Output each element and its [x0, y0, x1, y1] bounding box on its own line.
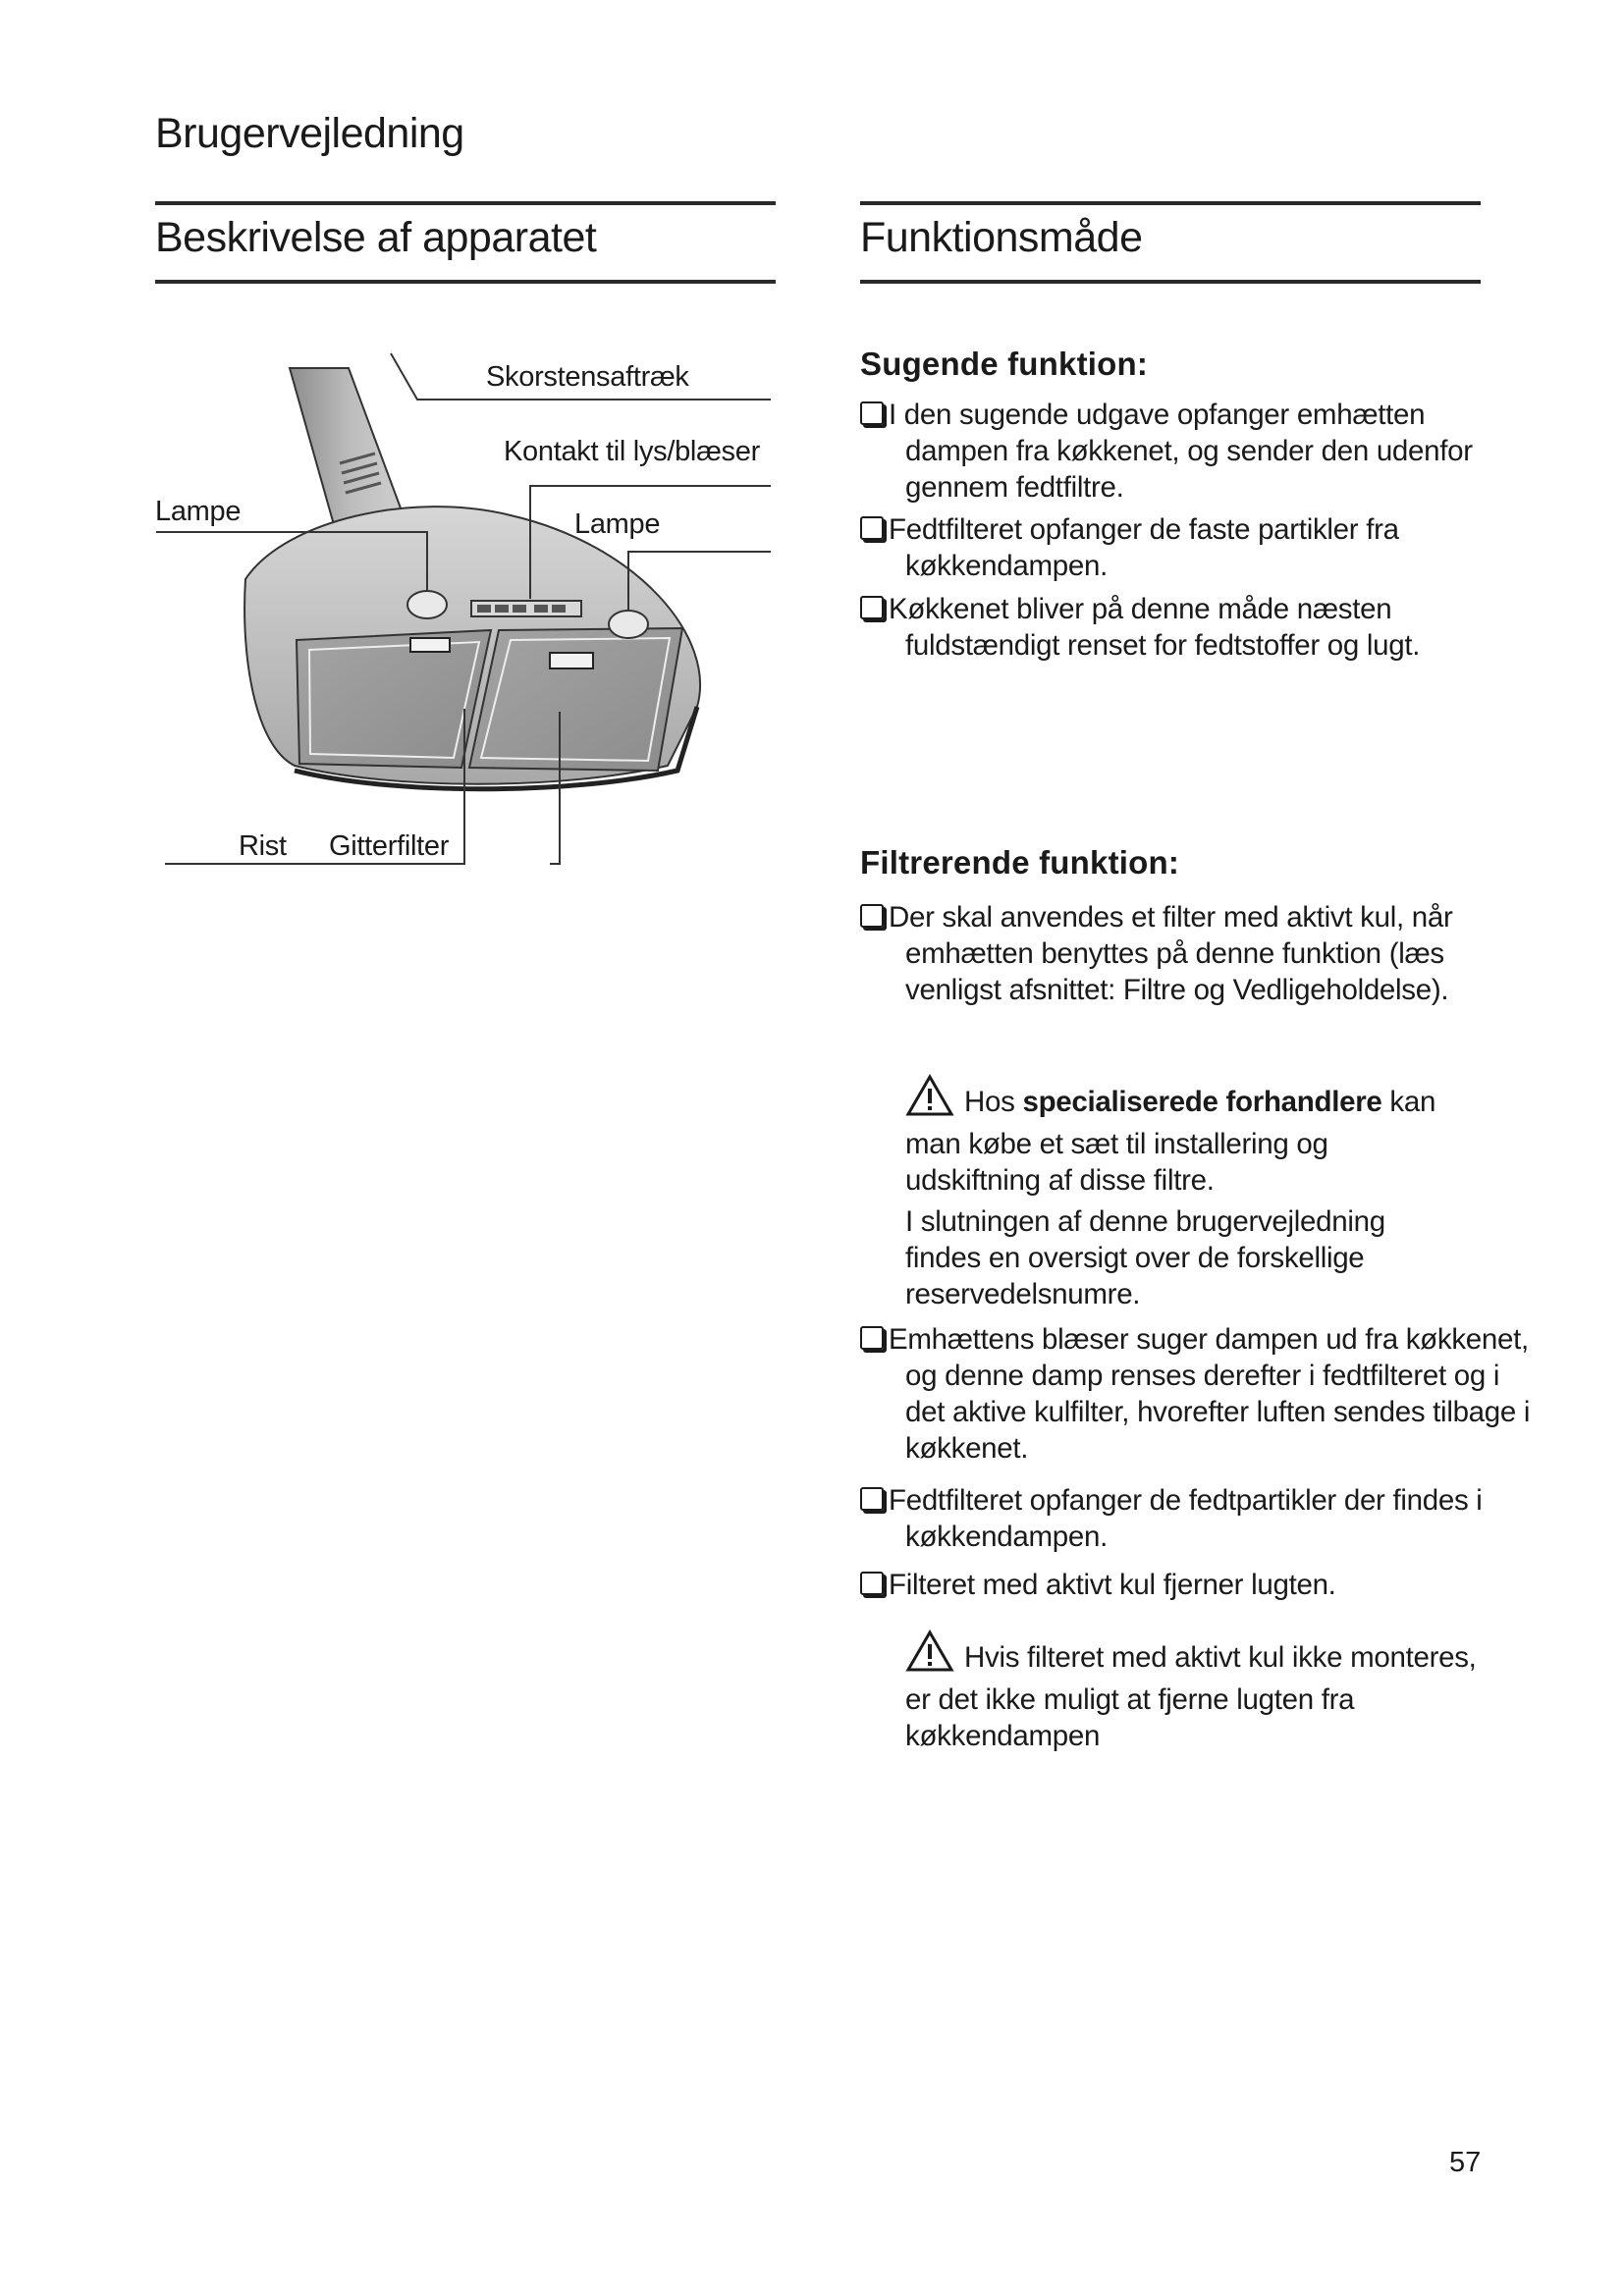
checkbox-bullet-icon [860, 904, 884, 928]
filtering-item-4: Filteret med aktivt kul fjerner lugten. [860, 1567, 1534, 1603]
checkbox-bullet-icon [860, 1326, 884, 1350]
suction-item-3: Køkkenet bliver på denne måde næsten fuldstændigt renset for fedtstoffer og lugt. [860, 591, 1534, 664]
rule-left-top [155, 201, 776, 205]
rule-right-bottom [860, 280, 1481, 284]
filtering-item-2: Emhættens blæser suger dampen ud fra køkkenet, og denne damp renses derefter i fedtfilteret og i det aktive kulfilter, hvorefter luften sendes tilbage i køkkenet. [860, 1321, 1534, 1467]
filtering-item-3: Fedtfilteret opfanger de fedtpartikler der findes i køkkendampen. [860, 1482, 1534, 1555]
heading-suction: Sugende funktion: [860, 346, 1149, 382]
heading-filtering: Filtrerende funktion: [860, 844, 1180, 881]
section-title-function: Funktionsmåde [860, 214, 1143, 261]
warning-dealers: Hos specialiserede forhandlere kan man købe et sæt til installering og udskiftning af disse filtre. [905, 1074, 1455, 1199]
checkbox-bullet-icon [860, 1487, 884, 1511]
rule-right-top [860, 201, 1481, 205]
spare-parts-note: I slutningen af denne brugervejledning findes en oversigt over de forskellige reservedelsnumre. [905, 1205, 1385, 1310]
section-title-description: Beskrivelse af apparatet [155, 214, 597, 261]
suction-item-2: Fedtfilteret opfanger de faste partikler fra køkkendampen. [860, 511, 1534, 584]
warning-triangle-icon [905, 1074, 954, 1126]
label-grille: Rist [239, 830, 287, 862]
checkbox-bullet-icon [860, 596, 884, 619]
warning-triangle-icon [905, 1629, 954, 1682]
rule-left-bottom [155, 280, 776, 284]
label-lamp-left: Lampe [155, 496, 242, 527]
suction-item-1: I den sugende udgave opfanger emhætten dampen fra køkkenet, og sender den udenfor gennem fedtfiltre. [860, 397, 1534, 506]
page-number: 57 [1449, 2147, 1482, 2178]
checkbox-bullet-icon [860, 516, 884, 540]
hood-illustration [147, 334, 785, 883]
document-title: Brugervejledning [155, 110, 464, 157]
warning-odor: Hvis filteret med aktivt kul ikke monteres, er det ikke muligt at fjerne lugten fra køkkendampen [905, 1629, 1485, 1754]
hood-diagram [147, 334, 785, 883]
label-lamp-right: Lampe [574, 508, 661, 540]
label-chimney: Skorstensaftræk [486, 361, 689, 393]
checkbox-bullet-icon [860, 401, 884, 425]
label-grease-filter: Gitterfilter [329, 830, 450, 862]
label-switch: Kontakt til lys/blæser [504, 436, 760, 467]
checkbox-bullet-icon [860, 1572, 884, 1595]
filtering-item-1: Der skal anvendes et filter med aktivt kul, når emhætten benyttes på denne funktion (læs venligst afsnittet: Filtre og Vedligeholdelse). [860, 899, 1534, 1008]
